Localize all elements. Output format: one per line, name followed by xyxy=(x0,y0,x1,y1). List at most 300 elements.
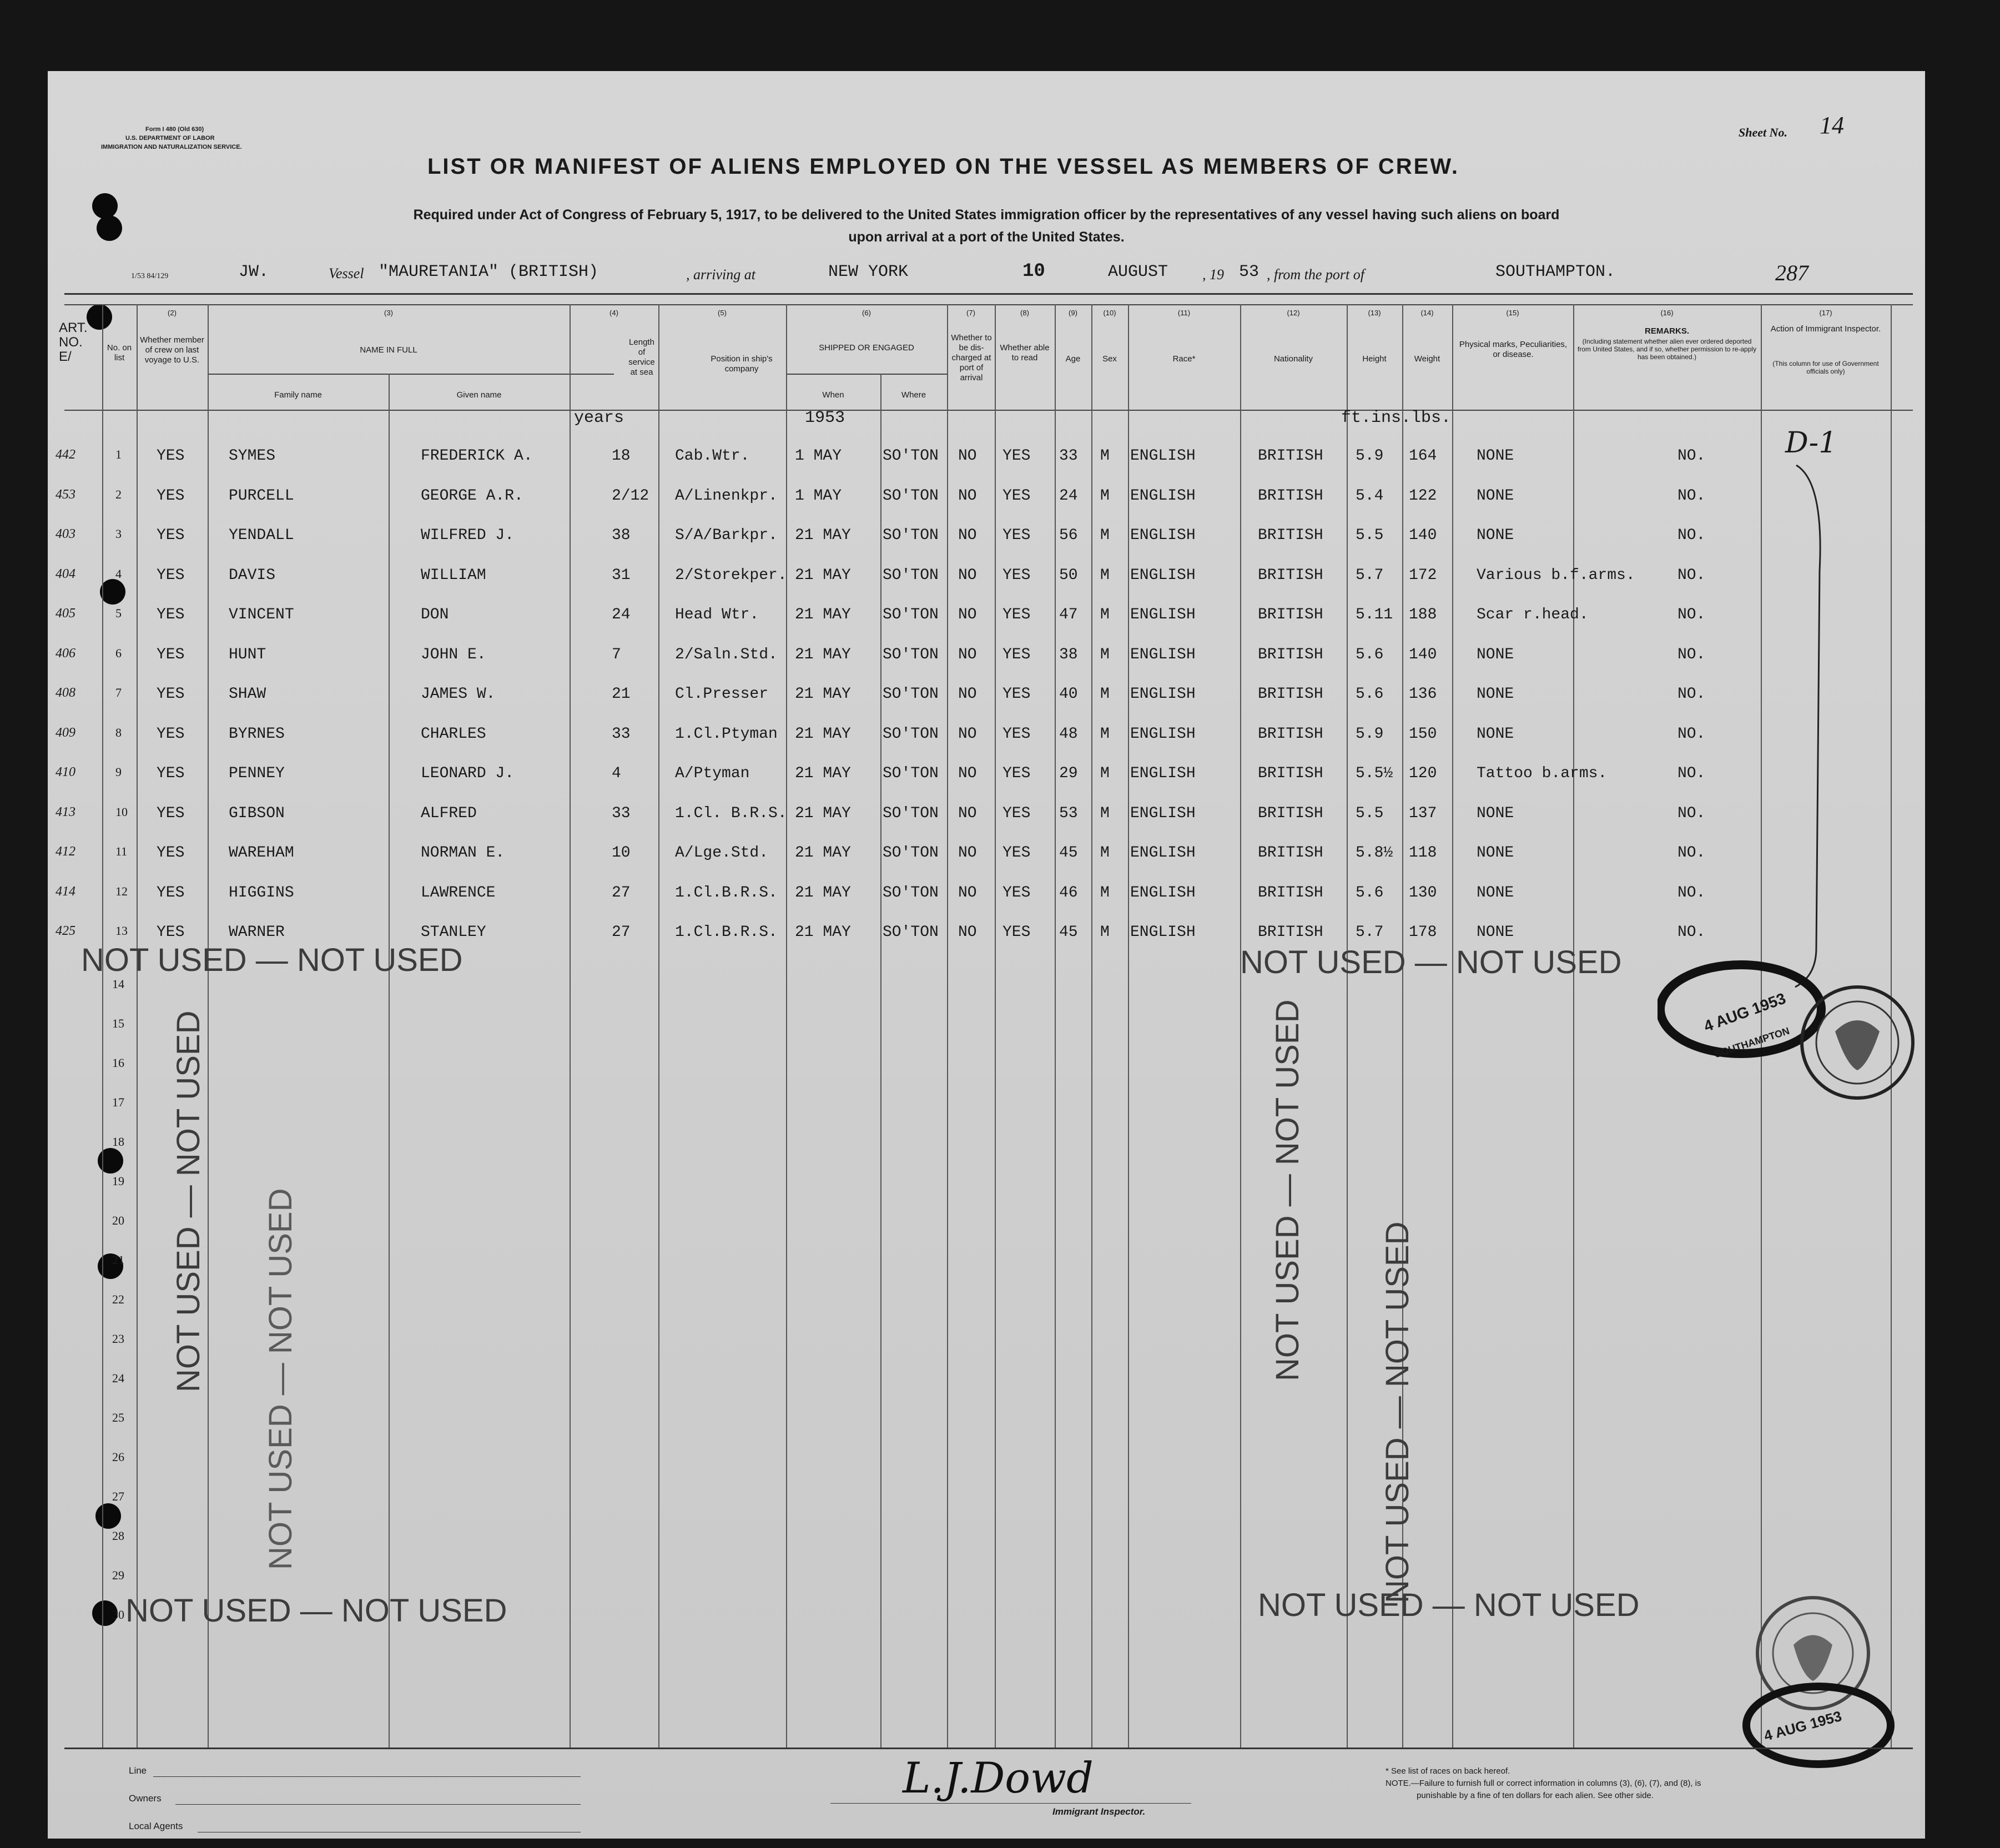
table-row xyxy=(48,487,1925,521)
col8-read: Whether able to read xyxy=(1000,343,1050,362)
cell-discharge: NO xyxy=(958,725,977,743)
cell-physical-marks: NONE xyxy=(1477,725,1514,743)
cell-able-to-read: YES xyxy=(1002,884,1031,902)
consulate-seal-top xyxy=(1658,954,1918,1131)
cell-list-no: 4 xyxy=(115,566,122,581)
cell-sex: M xyxy=(1100,686,1110,703)
cell-shipped-where: SO'TON xyxy=(883,487,939,505)
cell-position: A/Linenkpr. xyxy=(675,487,778,505)
unit-year-shipped: 1953 xyxy=(805,409,845,427)
table-row xyxy=(48,646,1925,679)
cell-weight: 120 xyxy=(1409,765,1437,782)
departure-port: SOUTHAMPTON. xyxy=(1495,263,1616,281)
empty-row-number: 26 xyxy=(112,1450,124,1464)
cell-art-no: 425 xyxy=(56,924,75,938)
cell-art-no: 453 xyxy=(56,487,75,502)
arriving-label: , arriving at xyxy=(686,266,755,283)
year-prefix: , 19 xyxy=(1202,266,1224,283)
not-used-stamp-vertical: NOT USED — NOT USED xyxy=(170,1010,206,1392)
col9-age: Age xyxy=(1065,354,1081,364)
cell-shipped-when: 21 MAY xyxy=(795,844,851,862)
empty-row-number: 14 xyxy=(112,977,124,991)
col9-number: (9) xyxy=(1069,309,1077,317)
column-header-bottom xyxy=(64,410,1913,411)
cell-able-to-read: YES xyxy=(1002,566,1031,584)
cell-able-to-read: YES xyxy=(1002,487,1031,505)
header-rule xyxy=(64,293,1913,295)
col5-number: (5) xyxy=(718,309,727,317)
cell-physical-marks: NONE xyxy=(1477,686,1514,703)
cell-service-length: 10 xyxy=(612,844,631,862)
cell-able-to-read: YES xyxy=(1002,725,1031,743)
cell-height: 5.6 xyxy=(1356,646,1384,663)
cell-height: 5.6 xyxy=(1356,884,1384,902)
cell-physical-marks: NONE xyxy=(1477,884,1514,902)
cell-list-no: 3 xyxy=(115,527,122,541)
cell-discharge: NO xyxy=(958,686,977,703)
footer-rule xyxy=(64,1748,1913,1749)
col11-race: Race* xyxy=(1172,354,1196,364)
cell-discharge: NO xyxy=(958,566,977,584)
cell-shipped-when: 21 MAY xyxy=(795,884,851,902)
cell-age: 24 xyxy=(1059,487,1078,505)
cell-family-name: SYMES xyxy=(229,447,276,465)
cell-given-name: WILFRED J. xyxy=(421,527,515,544)
unit-years: years xyxy=(574,409,624,427)
col13-number: (13) xyxy=(1368,309,1381,317)
col2-previous-voyage: Whether member of crew on last voyage to U.S. xyxy=(140,335,204,365)
empty-row-number: 18 xyxy=(112,1135,124,1149)
table-row xyxy=(48,805,1925,838)
cell-discharge: NO xyxy=(958,765,977,782)
punch-hole xyxy=(95,1503,121,1529)
cell-physical-marks: NONE xyxy=(1477,447,1514,465)
cell-weight: 172 xyxy=(1409,566,1437,584)
cell-sex: M xyxy=(1100,765,1110,782)
cell-art-no: 410 xyxy=(56,765,75,779)
cell-art-no: 409 xyxy=(56,725,75,740)
cell-shipped-where: SO'TON xyxy=(883,686,939,703)
cell-able-to-read: YES xyxy=(1002,686,1031,703)
col-divider xyxy=(1091,304,1092,1748)
cell-age: 38 xyxy=(1059,646,1078,663)
col10-number: (10) xyxy=(1103,309,1116,317)
cell-remarks: NO. xyxy=(1677,765,1706,782)
cell-art-no: 412 xyxy=(56,844,75,859)
cell-art-no: 404 xyxy=(56,566,75,581)
service-name: IMMIGRATION AND NATURALIZATION SERVICE. xyxy=(101,144,242,150)
vessel-name: "MAURETANIA" (BRITISH) xyxy=(379,263,599,281)
cell-race: ENGLISH xyxy=(1130,487,1196,505)
cell-previous-voyage: YES xyxy=(157,804,185,822)
inspector-signature: L.J.Dowd xyxy=(903,1753,1094,1802)
cell-shipped-where: SO'TON xyxy=(883,566,939,584)
cell-nationality: BRITISH xyxy=(1258,804,1323,822)
cell-shipped-where: SO'TON xyxy=(883,527,939,544)
form-number: Form I 480 (Old 630) xyxy=(145,126,204,133)
cell-position: 2/Storekper. xyxy=(675,566,787,584)
arrival-year: 53 xyxy=(1239,263,1260,281)
col-divider xyxy=(1573,304,1574,1748)
cell-race: ENGLISH xyxy=(1130,765,1196,782)
cell-previous-voyage: YES xyxy=(157,884,185,902)
subtitle-line-1: Required under Act of Congress of February 5, 1917, to be delivered to the United States immigration officer by the representatives of any vessel having such aliens on board xyxy=(413,207,1560,223)
col6-number: (6) xyxy=(862,309,871,317)
cell-position: Cab.Wtr. xyxy=(675,447,750,465)
col3-given-name: Given name xyxy=(456,390,502,400)
inspector-label: Immigrant Inspector. xyxy=(1052,1806,1146,1817)
cell-shipped-when: 21 MAY xyxy=(795,924,851,941)
cell-sex: M xyxy=(1100,924,1110,941)
cell-art-no: 414 xyxy=(56,884,75,899)
seal-place-top: SOUTHAMPTON xyxy=(1713,1025,1791,1060)
cell-previous-voyage: YES xyxy=(157,725,185,743)
cell-list-no: 1 xyxy=(115,447,122,461)
cell-age: 50 xyxy=(1059,566,1078,584)
cell-remarks: NO. xyxy=(1677,646,1706,663)
cell-nationality: BRITISH xyxy=(1258,844,1323,862)
cell-shipped-when: 21 MAY xyxy=(795,646,851,663)
cell-weight: 140 xyxy=(1409,646,1437,663)
footer-line-rule xyxy=(153,1776,581,1777)
cell-remarks: NO. xyxy=(1677,804,1706,822)
cell-shipped-when: 21 MAY xyxy=(795,804,851,822)
col8-number: (8) xyxy=(1020,309,1029,317)
cell-art-no: 413 xyxy=(56,804,75,819)
empty-row-number: 28 xyxy=(112,1529,124,1543)
cell-family-name: HUNT xyxy=(229,646,266,663)
empty-row-number: 21 xyxy=(112,1253,124,1267)
cell-height: 5.5 xyxy=(1356,804,1384,822)
cell-given-name: LAWRENCE xyxy=(421,884,496,902)
sheet-label: Sheet No. xyxy=(1739,125,1787,139)
cell-list-no: 10 xyxy=(115,804,128,819)
empty-row-number: 23 xyxy=(112,1332,124,1346)
cell-height: 5.4 xyxy=(1356,487,1384,505)
cell-nationality: BRITISH xyxy=(1258,447,1323,465)
col-divider xyxy=(1452,304,1453,1748)
cell-art-no: 408 xyxy=(56,686,75,700)
cell-sex: M xyxy=(1100,725,1110,743)
cell-sex: M xyxy=(1100,646,1110,663)
cell-remarks: NO. xyxy=(1677,686,1706,703)
cell-race: ENGLISH xyxy=(1130,686,1196,703)
cell-family-name: PURCELL xyxy=(229,487,294,505)
cell-art-no: 403 xyxy=(56,527,75,541)
from-port-label: , from the port of xyxy=(1267,266,1364,283)
cell-able-to-read: YES xyxy=(1002,924,1031,941)
cell-given-name: FREDERICK A. xyxy=(421,447,533,465)
footer-line-label: Line xyxy=(129,1765,147,1776)
not-used-stamp-vertical: NOT USED — NOT USED xyxy=(1269,999,1306,1381)
cell-service-length: 2/12 xyxy=(612,487,649,505)
cell-sex: M xyxy=(1100,606,1110,623)
cell-previous-voyage: YES xyxy=(157,765,185,782)
cell-position: A/Lge.Std. xyxy=(675,844,769,862)
cell-service-length: 4 xyxy=(612,765,621,782)
cell-previous-voyage: YES xyxy=(157,646,185,663)
cell-height: 5.8½ xyxy=(1356,844,1393,862)
cell-physical-marks: NONE xyxy=(1477,646,1514,663)
cell-service-length: 21 xyxy=(612,686,631,703)
cell-weight: 164 xyxy=(1409,447,1437,465)
cell-discharge: NO xyxy=(958,646,977,663)
cell-age: 53 xyxy=(1059,804,1078,822)
cell-family-name: PENNEY xyxy=(229,765,285,782)
cell-service-length: 38 xyxy=(612,527,631,544)
cell-physical-marks: Various b.f.arms. xyxy=(1477,566,1635,584)
col17-action-note: (This column for use of Government officials only) xyxy=(1772,360,1879,375)
column-header-rule xyxy=(208,374,614,375)
empty-row-number: 22 xyxy=(112,1292,124,1306)
cell-able-to-read: YES xyxy=(1002,527,1031,544)
footer-note-3: punishable by a fine of ten dollars for each alien. See other side. xyxy=(1417,1791,1654,1800)
col-divider xyxy=(1055,304,1056,1748)
signature-rule xyxy=(830,1803,1191,1804)
col16-remarks: REMARKS. xyxy=(1644,326,1689,336)
cell-race: ENGLISH xyxy=(1130,646,1196,663)
cell-family-name: GIBSON xyxy=(229,804,285,822)
cell-height: 5.7 xyxy=(1356,924,1384,941)
cell-shipped-where: SO'TON xyxy=(883,447,939,465)
cell-age: 48 xyxy=(1059,725,1078,743)
cell-height: 5.5 xyxy=(1356,527,1384,544)
clerk-initials: JW. xyxy=(239,263,269,281)
empty-row-number: 15 xyxy=(112,1016,124,1030)
col-divider xyxy=(1347,304,1348,1748)
seal-date-bottom: 4 AUG 1953 xyxy=(1762,1707,1843,1745)
arrival-day: 10 xyxy=(1022,261,1045,282)
cell-art-no: 406 xyxy=(56,646,75,661)
empty-row-number: 25 xyxy=(112,1411,124,1424)
cell-given-name: LEONARD J. xyxy=(421,765,515,782)
cell-nationality: BRITISH xyxy=(1258,527,1323,544)
cell-height: 5.9 xyxy=(1356,447,1384,465)
cell-weight: 130 xyxy=(1409,884,1437,902)
cell-physical-marks: NONE xyxy=(1477,804,1514,822)
col-no-on-list: No. on list xyxy=(107,343,132,362)
cell-given-name: JOHN E. xyxy=(421,646,486,663)
cell-discharge: NO xyxy=(958,804,977,822)
cell-given-name: WILLIAM xyxy=(421,566,486,584)
cell-able-to-read: YES xyxy=(1002,844,1031,862)
empty-row-number: 30 xyxy=(112,1608,124,1622)
cell-nationality: BRITISH xyxy=(1258,924,1323,941)
col-divider xyxy=(208,304,209,1748)
footer-note-1: * See list of races on back hereof. xyxy=(1386,1766,1510,1776)
cell-able-to-read: YES xyxy=(1002,646,1031,663)
cell-discharge: NO xyxy=(958,924,977,941)
cell-able-to-read: YES xyxy=(1002,765,1031,782)
cell-position: A/Ptyman xyxy=(675,765,750,782)
cell-weight: 122 xyxy=(1409,487,1437,505)
seal-date-top: 4 AUG 1953 xyxy=(1701,989,1789,1035)
cell-discharge: NO xyxy=(958,606,977,623)
cell-able-to-read: YES xyxy=(1002,804,1031,822)
cell-shipped-where: SO'TON xyxy=(883,844,939,862)
cell-race: ENGLISH xyxy=(1130,606,1196,623)
cell-weight: 140 xyxy=(1409,527,1437,544)
cell-height: 5.5½ xyxy=(1356,765,1393,782)
col7-discharged: Whether to be dis-charged at port of arrival xyxy=(951,333,992,382)
footer-note-2: NOTE.—Failure to furnish full or correct information in columns (3), (6), (7), and (8), is xyxy=(1386,1779,1701,1788)
cell-list-no: 9 xyxy=(115,765,122,779)
cell-previous-voyage: YES xyxy=(157,447,185,465)
col-divider xyxy=(1128,304,1129,1748)
column-header-rule xyxy=(786,374,947,375)
subtitle-line-2: upon arrival at a port of the United States. xyxy=(848,229,1125,245)
cell-previous-voyage: YES xyxy=(157,487,185,505)
empty-row-number: 29 xyxy=(112,1568,124,1582)
cell-age: 29 xyxy=(1059,765,1078,782)
col14-number: (14) xyxy=(1420,309,1434,317)
cell-previous-voyage: YES xyxy=(157,606,185,623)
empty-row-number: 19 xyxy=(112,1174,124,1188)
page-code: 287 xyxy=(1775,260,1808,285)
cell-sex: M xyxy=(1100,487,1110,505)
cell-shipped-where: SO'TON xyxy=(883,804,939,822)
table-row xyxy=(48,765,1925,798)
cell-weight: 150 xyxy=(1409,725,1437,743)
cell-sex: M xyxy=(1100,527,1110,544)
cell-nationality: BRITISH xyxy=(1258,884,1323,902)
col6-where: Where xyxy=(901,390,926,400)
cell-able-to-read: YES xyxy=(1002,606,1031,623)
not-used-stamp-bottom-right: NOT USED — NOT USED xyxy=(1258,1587,1640,1623)
empty-row-number: 17 xyxy=(112,1095,124,1109)
cell-physical-marks: Scar r.head. xyxy=(1477,606,1589,623)
cell-shipped-where: SO'TON xyxy=(883,725,939,743)
cell-shipped-when: 21 MAY xyxy=(795,686,851,703)
cell-sex: M xyxy=(1100,447,1110,465)
cell-previous-voyage: YES xyxy=(157,566,185,584)
footer-owners-rule xyxy=(175,1804,581,1805)
not-used-stamp-vertical: NOT USED — NOT USED xyxy=(263,1188,299,1570)
footer-owners-label: Owners xyxy=(129,1793,162,1804)
cell-age: 45 xyxy=(1059,924,1078,941)
cell-shipped-where: SO'TON xyxy=(883,646,939,663)
cell-sex: M xyxy=(1100,884,1110,902)
cell-family-name: VINCENT xyxy=(229,606,294,623)
cell-weight: 137 xyxy=(1409,804,1437,822)
cell-nationality: BRITISH xyxy=(1258,606,1323,623)
table-row xyxy=(48,527,1925,560)
col13-height: Height xyxy=(1362,354,1387,364)
cell-family-name: WARNER xyxy=(229,924,285,941)
cell-given-name: DON xyxy=(421,606,449,623)
col-divider xyxy=(995,304,996,1748)
cell-service-length: 7 xyxy=(612,646,621,663)
arrival-month: AUGUST xyxy=(1108,263,1168,281)
cell-list-no: 2 xyxy=(115,487,122,501)
col6-when: When xyxy=(822,390,844,400)
cell-family-name: DAVIS xyxy=(229,566,276,584)
table-row xyxy=(48,567,1925,600)
col16-number: (16) xyxy=(1660,309,1674,317)
cell-position: 1.Cl. B.R.S. xyxy=(675,804,787,822)
cell-list-no: 6 xyxy=(115,646,122,660)
cell-service-length: 33 xyxy=(612,804,631,822)
cell-discharge: NO xyxy=(958,884,977,902)
cell-shipped-when: 1 MAY xyxy=(795,487,842,505)
col-divider xyxy=(102,304,103,1748)
not-used-stamp-top-right: NOT USED — NOT USED xyxy=(1240,944,1622,980)
cell-list-no: 12 xyxy=(115,884,128,898)
reference-code: 1/53 84/129 xyxy=(131,272,169,280)
cell-height: 5.7 xyxy=(1356,566,1384,584)
cell-art-no: 442 xyxy=(56,447,75,462)
cell-previous-voyage: YES xyxy=(157,844,185,862)
table-row xyxy=(48,844,1925,878)
cell-sex: M xyxy=(1100,844,1110,862)
cell-position: 1.Cl.B.R.S. xyxy=(675,884,778,902)
sheet-number: 14 xyxy=(1820,112,1844,139)
cell-service-length: 27 xyxy=(612,924,631,941)
cell-race: ENGLISH xyxy=(1130,527,1196,544)
empty-row-number: 20 xyxy=(112,1213,124,1227)
cell-given-name: JAMES W. xyxy=(421,686,496,703)
manifest-sheet xyxy=(48,71,1925,1839)
cell-list-no: 7 xyxy=(115,686,122,699)
arrival-port: NEW YORK xyxy=(828,263,909,281)
page-title: LIST OR MANIFEST OF ALIENS EMPLOYED ON THE VESSEL AS MEMBERS OF CREW. xyxy=(427,154,1459,179)
cell-shipped-when: 1 MAY xyxy=(795,447,842,465)
cell-race: ENGLISH xyxy=(1130,804,1196,822)
vessel-label: Vessel xyxy=(329,265,364,281)
col3-number: (3) xyxy=(384,309,393,317)
cell-remarks: NO. xyxy=(1677,924,1706,941)
col-divider xyxy=(658,304,659,1748)
cell-nationality: BRITISH xyxy=(1258,646,1323,663)
col3-name: NAME IN FULL xyxy=(360,345,417,355)
not-used-stamp-top-left: NOT USED — NOT USED xyxy=(81,942,463,978)
col-art-no: ART. NO. E/ xyxy=(59,320,88,364)
cell-shipped-where: SO'TON xyxy=(883,606,939,623)
cell-remarks: NO. xyxy=(1677,566,1706,584)
col14-weight: Weight xyxy=(1414,354,1440,364)
cell-race: ENGLISH xyxy=(1130,844,1196,862)
cell-given-name: ALFRED xyxy=(421,804,477,822)
table-row xyxy=(48,447,1925,481)
cell-family-name: SHAW xyxy=(229,686,266,703)
cell-position: 1.Cl.B.R.S. xyxy=(675,924,778,941)
inspector-bracket xyxy=(1791,460,1835,1015)
col11-number: (11) xyxy=(1177,309,1191,317)
cell-physical-marks: NONE xyxy=(1477,844,1514,862)
cell-age: 33 xyxy=(1059,447,1078,465)
cell-race: ENGLISH xyxy=(1130,447,1196,465)
col12-number: (12) xyxy=(1287,309,1300,317)
col4-number: (4) xyxy=(609,309,618,317)
cell-list-no: 11 xyxy=(115,844,128,858)
table-row xyxy=(48,884,1925,918)
cell-given-name: NORMAN E. xyxy=(421,844,505,862)
cell-given-name: STANLEY xyxy=(421,924,486,941)
col15-marks: Physical marks, Peculiarities, or disease. xyxy=(1459,340,1568,359)
cell-family-name: HIGGINS xyxy=(229,884,294,902)
cell-service-length: 24 xyxy=(612,606,631,623)
cell-able-to-read: YES xyxy=(1002,447,1031,465)
cell-list-no: 5 xyxy=(115,606,122,620)
cell-discharge: NO xyxy=(958,527,977,544)
cell-age: 47 xyxy=(1059,606,1078,623)
cell-list-no: 8 xyxy=(115,725,122,739)
cell-shipped-where: SO'TON xyxy=(883,884,939,902)
cell-remarks: NO. xyxy=(1677,487,1706,505)
col16-remarks-note: (Including statement whether alien ever ordered deported from United States, and if so, whether permission to re-apply has been obtained.) xyxy=(1577,338,1757,361)
table-row xyxy=(48,686,1925,719)
punch-hole xyxy=(98,1148,123,1174)
